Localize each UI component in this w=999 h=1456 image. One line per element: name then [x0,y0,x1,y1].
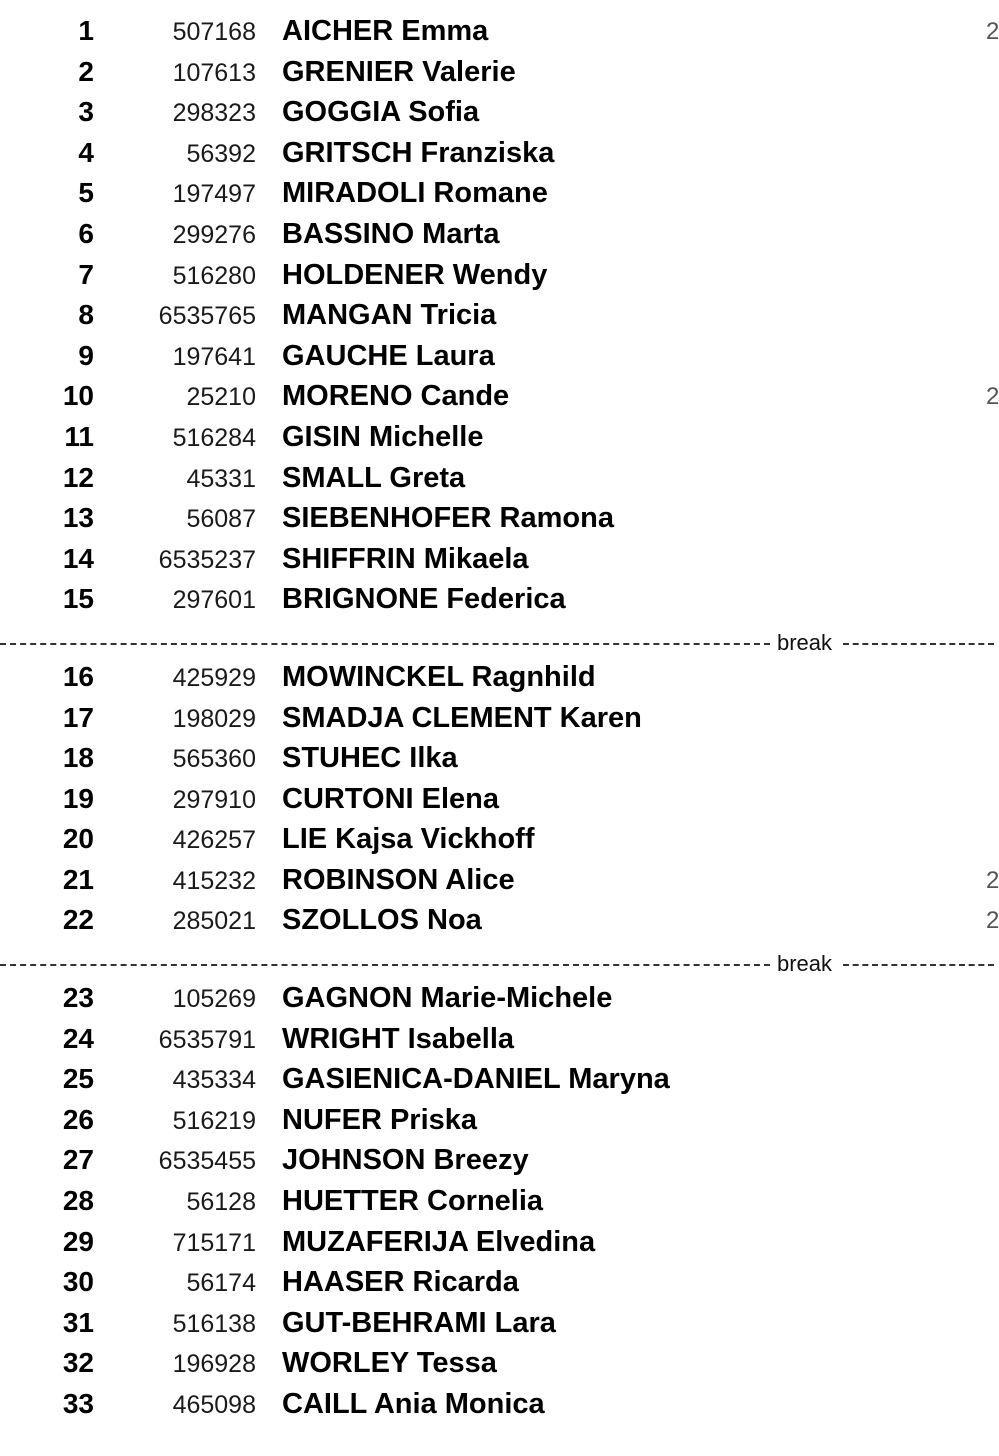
fis-code: 25210 [186,383,256,412]
athlete-name: AICHER Emma [282,15,489,47]
competitor-row [0,255,994,296]
competitor-row [0,860,999,901]
start-group-3 [0,978,994,1425]
cropped-column-fragment [986,1067,994,1093]
fis-code: 507168 [172,18,256,46]
competitor-row [0,1222,994,1263]
bib-number: 2 [78,55,94,87]
bib-number: 32 [62,1347,94,1379]
competitor-row [0,498,994,539]
competitor-row [0,1100,994,1141]
bib-number: 17 [62,701,94,733]
bib-number: 7 [78,258,94,290]
bib-number: 14 [62,542,94,574]
athlete-name: HAASER Ricarda [282,1266,519,1299]
bib-number: 4 [78,136,94,168]
bib-number: 29 [62,1225,94,1257]
bib-number: 20 [62,823,94,855]
athlete-name: SIEBENHOFER Ramona [282,502,614,535]
athlete-name: BASSINO Marta [282,217,500,250]
competitor-row [0,1140,994,1181]
fis-code: 197497 [172,180,256,209]
cropped-column-fragment [986,1230,994,1256]
athlete-name: MUZAFERIJA Elvedina [282,1225,596,1258]
break-separator-2 [0,941,994,978]
athlete-name: CAILL Ania Monica [282,1388,545,1420]
fis-code: 715171 [172,1228,256,1257]
bib-number: 3 [78,96,94,128]
bib-number: 5 [78,177,94,209]
competitor-row [0,1262,994,1303]
competitor-row [0,1303,994,1344]
cropped-column-fragment [986,547,994,573]
athlete-name: GRENIER Valerie [282,55,516,88]
cropped-column-fragment [986,986,994,1012]
competitor-row [0,1059,994,1100]
bib-number: 11 [64,420,94,452]
competitor-row [0,1343,994,1384]
competitor-row [0,579,994,620]
athlete-name: GUT-BEHRAMI Lara [282,1306,556,1339]
start-group-1 [0,11,999,620]
fis-code: 196928 [172,1350,256,1379]
cropped-column-fragment [986,1392,994,1418]
competitor-row [0,1019,994,1060]
competitor-row [0,173,994,214]
athlete-name: HOLDENER Wendy [282,258,548,291]
cropped-column-fragment [986,1311,994,1337]
cropped-column-fragment [986,706,994,732]
cropped-column-fragment [986,141,994,167]
athlete-name: MOWINCKEL Ragnhild [282,660,596,693]
fis-code: 56174 [186,1269,256,1298]
fis-code: 197641 [172,342,256,371]
athlete-name: BRIGNONE Federica [282,583,566,616]
competitor-row [0,1181,994,1222]
athlete-name: NUFER Priska [282,1103,478,1136]
fis-code: 6535237 [158,545,256,574]
fis-code: 198029 [172,704,256,733]
fis-code: 105269 [172,985,256,1014]
competitor-row [0,417,994,458]
break-separator-1 [0,620,994,657]
cropped-column-fragment: 2 [986,907,999,935]
fis-code: 435334 [172,1066,256,1095]
athlete-name: MIRADOLI Romane [282,177,548,210]
athlete-name: SHIFFRIN Mikaela [282,542,529,575]
athlete-name: GAUCHE Laura [282,339,495,372]
cropped-column-fragment [986,181,994,207]
fis-code: 56128 [186,1188,256,1217]
competitor-row [0,52,994,93]
bib-number: 9 [78,339,94,371]
athlete-name: JOHNSON Breezy [282,1144,529,1177]
competitor-row [0,698,994,739]
fis-code: 285021 [172,907,256,936]
break-label: break [777,951,833,977]
fis-code: 415232 [172,866,256,895]
fis-code: 107613 [172,58,256,87]
competitor-row [0,376,999,417]
cropped-column-fragment [986,1027,994,1053]
fis-code: 516219 [172,1106,256,1135]
dashed-divider-right [843,964,994,966]
start-group-2 [0,657,999,941]
bib-number: 33 [62,1388,94,1419]
fis-code: 426257 [172,826,256,855]
fis-code: 425929 [172,663,256,692]
competitor-row [0,214,994,255]
bib-number: 6 [78,217,94,249]
athlete-name: ROBINSON Alice [282,863,515,896]
bib-number: 18 [62,742,94,774]
fis-code: 299276 [172,220,256,249]
cropped-column-fragment [986,344,994,370]
fis-code: 56087 [186,505,256,534]
cropped-column-fragment [986,1189,994,1215]
cropped-column-fragment [986,60,994,86]
athlete-name: SMALL Greta [282,461,466,494]
cropped-column-fragment: 2 [986,383,999,411]
bib-number: 23 [62,982,94,1014]
fis-code: 516284 [172,423,256,452]
athlete-name: WORLEY Tessa [282,1347,497,1380]
athlete-name: GRITSCH Franziska [282,136,555,169]
athlete-name: STUHEC Ilka [282,742,458,775]
competitor-row [0,978,994,1019]
cropped-column-fragment [986,665,994,691]
bib-number: 15 [62,583,94,615]
competitor-row [0,1384,994,1425]
bib-number: 28 [62,1185,94,1217]
cropped-column-fragment [986,100,994,126]
bib-number: 13 [62,502,94,534]
fis-code: 465098 [172,1391,256,1419]
bib-number: 12 [62,461,94,493]
athlete-name: GAGNON Marie-Michele [282,982,613,1015]
bib-number: 25 [62,1063,94,1095]
competitor-row [0,819,994,860]
athlete-name: GISIN Michelle [282,420,484,453]
competitor-row [0,92,994,133]
cropped-column-fragment [986,263,994,289]
competitor-row [0,336,994,377]
athlete-name: GOGGIA Sofia [282,96,480,129]
competitor-row [0,133,994,174]
fis-code: 45331 [186,464,256,493]
break-label: break [777,629,833,655]
fis-code: 6535455 [158,1147,256,1176]
bib-number: 16 [62,660,94,692]
athlete-name: MANGAN Tricia [282,299,497,332]
fis-code: 516280 [172,261,256,290]
athlete-name: SZOLLOS Noa [282,904,482,937]
bib-number: 21 [62,863,94,895]
cropped-column-fragment [986,425,994,451]
athlete-name: CURTONI Elena [282,782,500,815]
cropped-column-fragment [986,1351,994,1377]
cropped-column-fragment [986,746,994,772]
competitor-row [0,738,994,779]
cropped-column-fragment: 2 [986,866,999,894]
bib-number: 22 [62,904,94,936]
cropped-column-fragment [986,466,994,492]
bib-number: 24 [62,1022,94,1054]
start-list [0,11,999,1425]
cropped-column-fragment [986,787,994,813]
cropped-column-fragment [986,587,994,613]
athlete-name: MORENO Cande [282,380,510,413]
athlete-name: WRIGHT Isabella [282,1022,515,1055]
bib-number: 27 [62,1144,94,1176]
dashed-divider-left [0,964,770,966]
bib-number: 19 [62,782,94,814]
fis-code: 6535765 [158,302,256,331]
bib-number: 10 [62,380,94,412]
bib-number: 26 [62,1103,94,1135]
fis-code: 297601 [172,586,256,615]
fis-code: 297910 [172,785,256,814]
competitor-row [0,779,994,820]
cropped-column-fragment [986,303,994,329]
competitor-row [0,458,994,499]
bib-number: 8 [78,299,94,331]
cropped-column-fragment: 2 [986,18,999,45]
fis-code: 298323 [172,99,256,128]
cropped-column-fragment [986,1108,994,1134]
cropped-column-fragment [986,1148,994,1174]
fis-code: 56392 [186,139,256,168]
competitor-row [0,539,994,580]
fis-code: 565360 [172,745,256,774]
competitor-row [0,11,999,52]
competitor-row [0,657,994,698]
fis-code: 6535791 [158,1025,256,1054]
competitor-row [0,900,999,941]
fis-code: 516138 [172,1309,256,1338]
cropped-column-fragment [986,222,994,248]
bib-number: 31 [62,1306,94,1338]
dashed-divider-right [843,643,994,645]
athlete-name: GASIENICA-DANIEL Maryna [282,1063,670,1096]
cropped-column-fragment [986,506,994,532]
athlete-name: SMADJA CLEMENT Karen [282,701,642,734]
athlete-name: HUETTER Cornelia [282,1185,544,1218]
competitor-row [0,295,994,336]
bib-number: 1 [78,15,94,46]
athlete-name: LIE Kajsa Vickhoff [282,823,535,856]
dashed-divider-left [0,643,770,645]
bib-number: 30 [62,1266,94,1298]
cropped-column-fragment [986,827,994,853]
cropped-column-fragment [986,1270,994,1296]
